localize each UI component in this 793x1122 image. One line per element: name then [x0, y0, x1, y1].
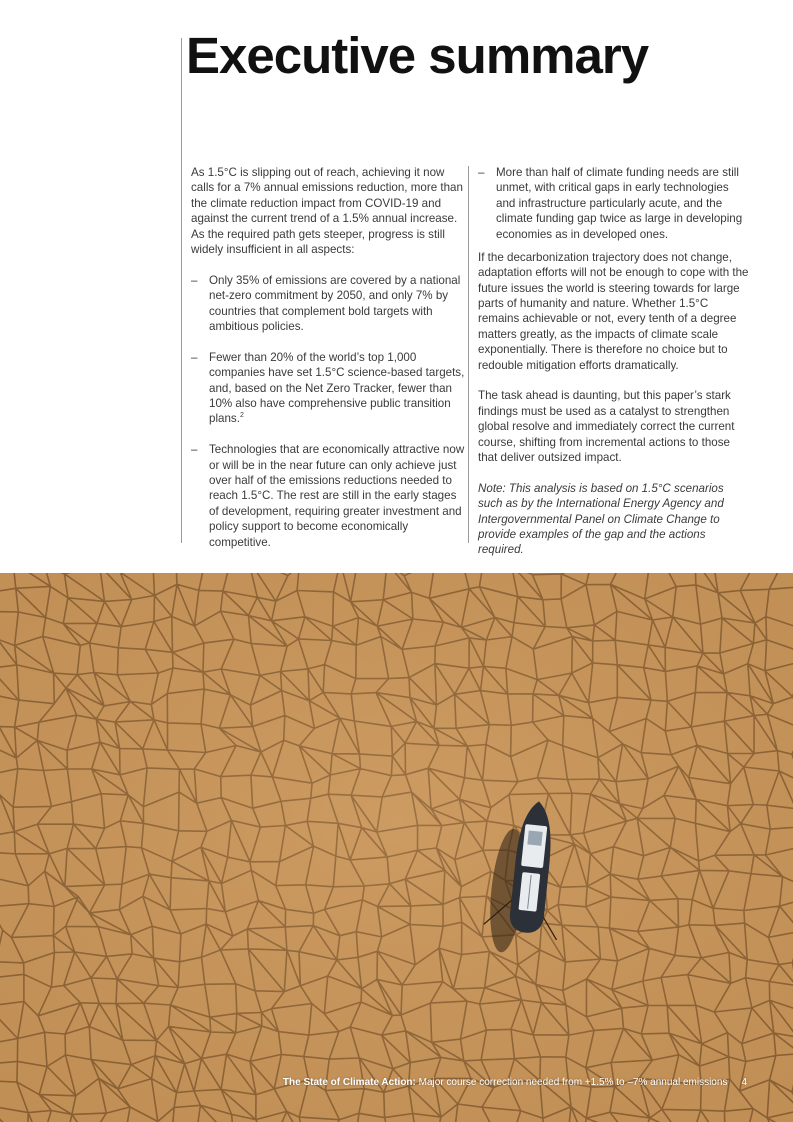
- left-column: [191, 165, 465, 550]
- boat-window: [527, 830, 542, 845]
- footer-report-title: The State of Climate Action:: [282, 1077, 416, 1088]
- page-title: Executive summary: [186, 27, 649, 84]
- footer-subtitle: Major course correction needed from +1.5% to –7% annual emissions: [415, 1077, 728, 1088]
- footnote-marker[interactable]: 2: [239, 412, 244, 420]
- page-number: 4: [741, 1077, 747, 1088]
- analysis-note: Note: This analysis is based on 1.5°C scenarios such as by the International Energy Agency and Intergovernmental Panel on Climate Change to provide examples of the gap and the actions required.: [478, 481, 724, 557]
- body-paragraph: The task ahead is daunting, but this paper’s stark findings must be used as a catalyst to strengthen global resolve and immediately correct the current course, shifting from incremental actions to those that deliver outsized impact.: [478, 389, 735, 464]
- bullet-dash: –: [478, 166, 485, 179]
- bullet-text: Fewer than 20% of the world’s top 1,000 companies have set 1.5°C science-based targets, and, based on the Net Zero Tracker, fewer than 10% also have comprehensive public transition plans.: [209, 350, 465, 426]
- boat-cabin: [521, 824, 547, 868]
- cracked-earth-image: [0, 573, 793, 1122]
- title-rule: [181, 38, 182, 543]
- page-footer: [283, 1077, 747, 1088]
- list-item: [191, 273, 465, 335]
- list-item: [191, 350, 465, 427]
- list-item: [478, 165, 750, 242]
- column-divider: [468, 166, 469, 543]
- right-column: [478, 165, 750, 558]
- bullet-dash: –: [191, 273, 198, 287]
- bullet-text: Only 35% of emissions are covered by a national net-zero commitment by 2050, and only 7% by countries that complement bold targets with ambitious policies.: [209, 273, 461, 334]
- intro-paragraph: As 1.5°C is slipping out of reach, achieving it now calls for a 7% annual emissions reduction, more than the climate reduction impact from COVID-19 and against the current trend of a 1.5% annual increase. As the required path gets steeper, progress is still widely insufficient in all aspects:: [191, 166, 463, 257]
- bullet-dash: –: [191, 443, 198, 457]
- body-paragraph: If the decarbonization trajectory does not change, adaptation efforts will not be enough to cope with the future issues the world is steering towards for large parts of humanity and nature. Whether 1.5°C remains achievable or not, every tenth of a degree matters greatly, as the impacts of climate scale exponentially. There is therefore no choice but to redouble mitigation efforts dramatically.: [478, 250, 749, 372]
- bullet-dash: –: [191, 350, 198, 364]
- bullet-text: Technologies that are economically attractive now or will be in the near future can only achieve just over half of the emissions reductions needed to reach 1.5°C. The rest are still in the early stages of development, requiring greater investment and policy support to become economically competitive.: [209, 443, 465, 549]
- list-item: [191, 442, 465, 550]
- bullet-text: More than half of climate funding needs are still unmet, with critical gaps in early technologies and infrastructure particularly acute, and the climate funding gap twice as large in developing economies as in developed ones.: [496, 166, 743, 241]
- lighting-overlay: [0, 573, 793, 1122]
- dry-lakebed-photo: [0, 573, 793, 1122]
